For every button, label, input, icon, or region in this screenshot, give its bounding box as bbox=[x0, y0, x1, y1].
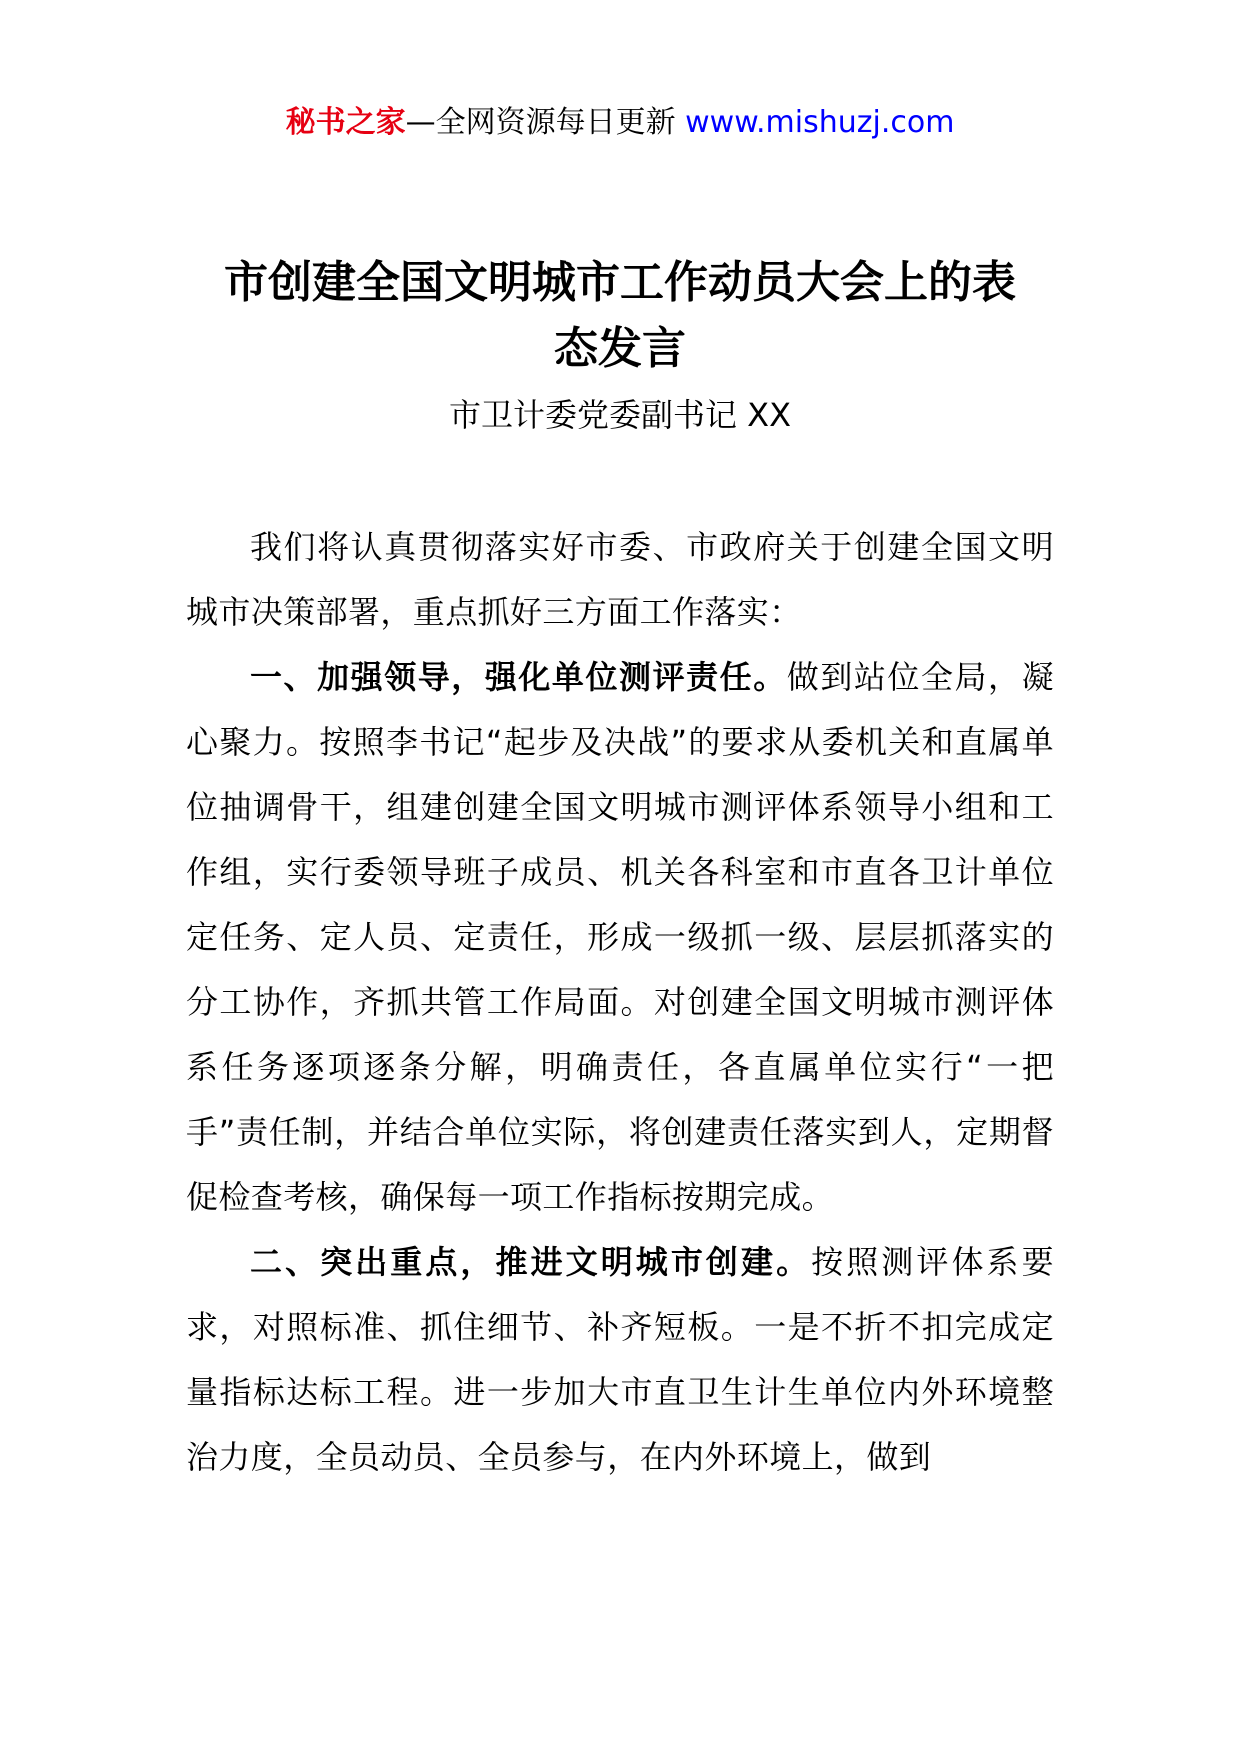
paragraph-section-1 bbox=[186, 645, 1054, 1230]
document-title: 市创建全国文明城市工作动员大会上的表态发言 bbox=[224, 257, 1016, 374]
paragraph-intro bbox=[186, 515, 1054, 645]
site-header bbox=[0, 100, 1240, 146]
paragraph-text: 按照测评体系要求，对照标准、抓住细节、补齐短板。一是不折不扣完成定量指标达标工程。进一步加大市直卫生计生单位内外环境整治力度，全员动员、全员参与，在内外环境上，做到 bbox=[186, 1243, 1054, 1476]
paragraph-text: 做到站位全局，凝心聚力。按照李书记“起步及决战”的要求从委机关和直属单位抽调骨干，组建创建全国文明城市测评体系领导小组和工作组，实行委领导班子成员、机关各科室和市直各卫计单位定任务、定人员、定责任，形成一级抓一级、层层抓落实的分工协作，齐抓共管工作局面。对创建全国文明城市测评体系任务逐项逐条分解，明确责任，各直属单位实行“一把手”责任制，并结合单位实际，将创建责任落实到人，定期督促检查考核，确保每一项工作指标按期完成。 bbox=[186, 658, 1054, 1216]
paragraph-section-2 bbox=[186, 1230, 1054, 1490]
document-author: 市卫计委党委副书记 XX bbox=[448, 396, 792, 434]
paragraph-heading: 二、突出重点，推进文明城市创建。 bbox=[250, 1243, 812, 1281]
site-brand: 秘书之家 bbox=[285, 105, 406, 140]
site-tagline: —全网资源每日更新 bbox=[405, 105, 686, 140]
document-body bbox=[186, 515, 1054, 1490]
paragraph-text: 我们将认真贯彻落实好市委、市政府关于创建全国文明城市决策部署，重点抓好三方面工作落实： bbox=[186, 528, 1054, 631]
paragraph-heading: 一、加强领导，强化单位测评责任。 bbox=[250, 658, 787, 696]
site-url-link[interactable]: www.mishuzj.com bbox=[685, 105, 955, 140]
